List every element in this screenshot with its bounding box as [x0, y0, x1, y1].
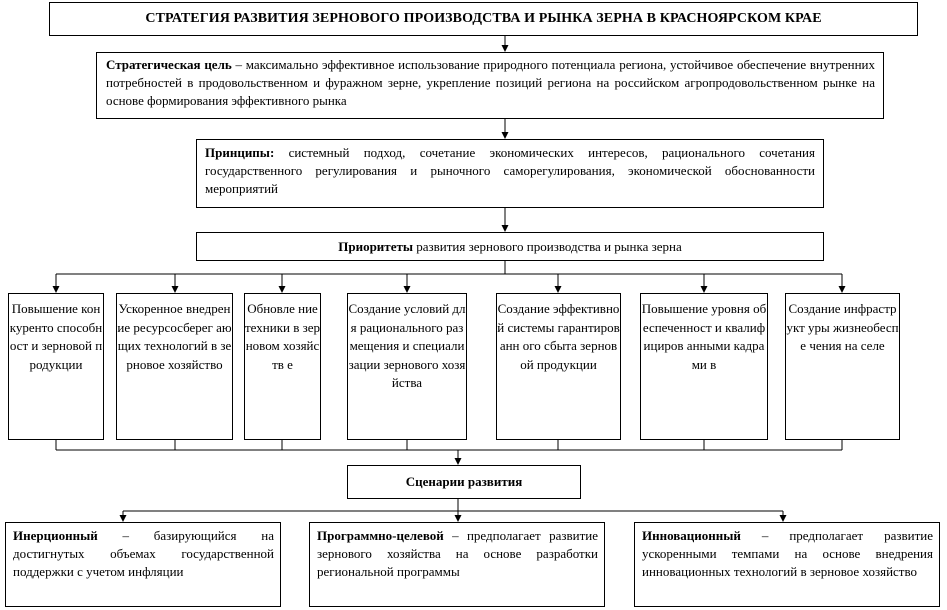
principles-text: системный подход, сочетание экономических интересов, рационального сочетания государственного регулирования и рыночного саморегулирования, экономической обоснованности мероприятий — [205, 145, 815, 196]
strategic-goal-box — [96, 52, 884, 119]
strategy-title: СТРАТЕГИЯ РАЗВИТИЯ ЗЕРНОВОГО ПРОИЗВОДСТВА И РЫНКА ЗЕРНА В КРАСНОЯРСКОМ КРАЕ — [145, 11, 822, 26]
priority-item-text: Создание инфраструкт уры жизнеобеспе чения на селе — [786, 301, 899, 353]
scenario-inertial-box — [5, 522, 281, 607]
priority-item-text: Создание условий для рационального размещения и специализации зернового хозяйства — [348, 301, 466, 390]
scenarios-title-box — [347, 465, 581, 499]
priority-item-rural-infrastructure — [785, 293, 900, 440]
principles-box — [196, 139, 824, 208]
scenario-text: – предполагает развитие ускоренными темпами на основе внедрения инновационных технологий в зерновое хозяйство — [642, 528, 933, 579]
scenario-program-target-box — [309, 522, 605, 607]
priority-item-competitiveness — [8, 293, 104, 440]
strategic-goal-text: – максимально эффективное использование природного потенциала региона, устойчивое обеспечение внутренних потребностей в продовольственном и фуражном зерне, укрепление позиций региона на российском агропродовольственном рынке на основе формирования эффективного рынка — [106, 57, 875, 108]
priorities-text: развития зернового производства и рынка зерна — [413, 238, 682, 254]
priority-item-resource-saving — [116, 293, 233, 440]
priority-item-placement-conditions — [347, 293, 467, 440]
priority-item-sales-system — [496, 293, 621, 440]
scenario-label: Программно-целевой — [317, 528, 444, 543]
priority-item-text: Обновле ние техники в зерновом хозяйств е — [245, 301, 321, 372]
strategy-title-box — [49, 2, 918, 36]
priority-item-equipment-renewal — [244, 293, 321, 440]
scenarios-title: Сценарии развития — [405, 474, 523, 489]
priorities-label: Приоритеты — [338, 238, 413, 254]
scenario-text: – предполагает развитие зернового хозяйства на основе разработки региональной программы — [317, 528, 598, 579]
priority-item-text: Создание эффективной системы гарантированн ого сбыта зерновой продукции — [497, 301, 620, 372]
priority-item-text: Ускоренное внедрение ресурсосберег ающих технологий в зерновое хозяйство — [117, 301, 232, 372]
principles-label: Принципы: — [205, 145, 275, 160]
priority-item-staffing — [640, 293, 768, 440]
scenario-innovative-box — [634, 522, 940, 607]
priorities-box — [196, 232, 824, 261]
scenario-label: Инновационный — [642, 528, 741, 543]
scenario-text: – базирующийся на достигнутых объемах государственной поддержки с учетом инфляции — [13, 528, 274, 579]
priority-item-text: Повышение конкуренто способност и зерновой продукции — [9, 301, 103, 372]
strategic-goal-label: Стратегическая цель — [106, 57, 232, 72]
priority-item-text: Повышение уровня обеспеченност и квалифициров анными кадрами в — [641, 301, 767, 372]
scenario-label: Инерционный — [13, 528, 98, 543]
